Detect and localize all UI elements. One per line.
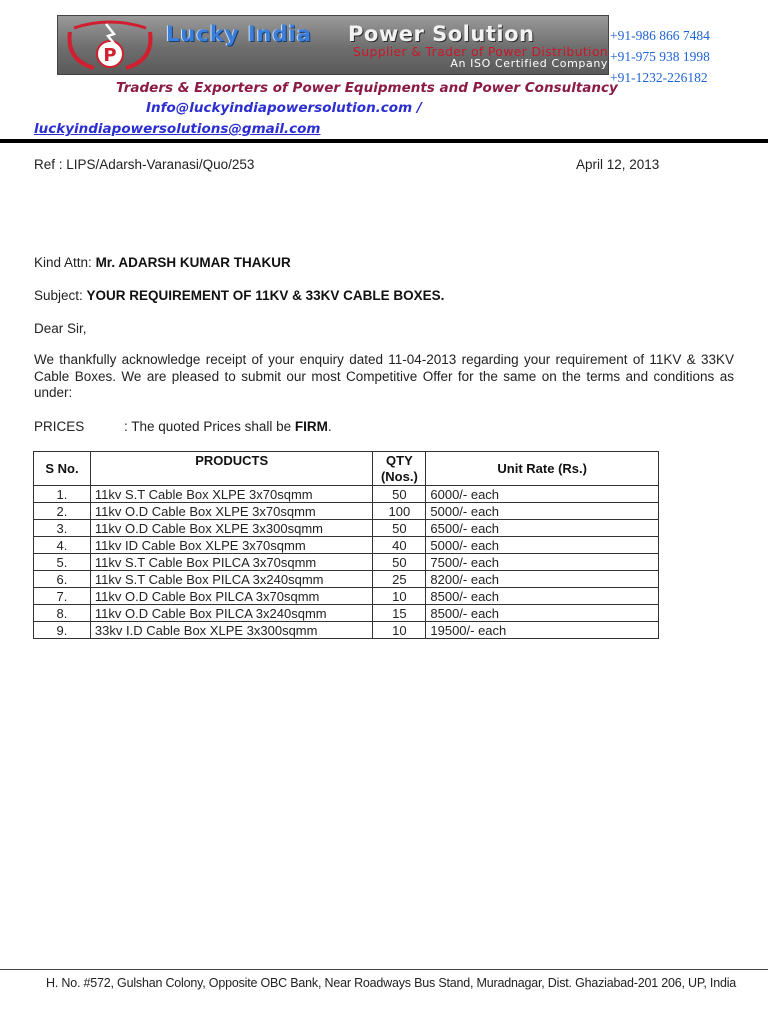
cell-sno: 3. [34, 520, 91, 537]
cell-sno: 8. [34, 605, 91, 622]
cell-sno: 7. [34, 588, 91, 605]
cell-sno: 6. [34, 571, 91, 588]
cell-sno: 4. [34, 537, 91, 554]
cell-qty: 50 [373, 486, 426, 503]
phone-number[interactable]: +91-975 938 1998 [610, 49, 710, 64]
header-qty-line2: (Nos.) [380, 468, 418, 484]
subject-line [34, 288, 444, 303]
cell-rate: 7500/- each [426, 554, 659, 571]
prices-statement [124, 419, 332, 434]
cell-sno: 5. [34, 554, 91, 571]
attn-name: Mr. ADARSH KUMAR THAKUR [95, 255, 291, 270]
table-row [34, 554, 659, 571]
attn-label: Kind Attn: [34, 255, 92, 270]
quotation-table [33, 451, 659, 639]
subject-text: YOUR REQUIREMENT OF 11KV & 33KV CABLE BOXES. [86, 288, 445, 303]
cell-product: 11kv ID Cable Box XLPE 3x70sqmm [90, 537, 373, 554]
cell-sno: 9. [34, 622, 91, 639]
header-products: PRODUCTS [90, 452, 373, 486]
phone-numbers [610, 25, 710, 88]
table-row [34, 622, 659, 639]
table-row [34, 503, 659, 520]
body-paragraph: We thankfully acknowledge receipt of your enquiry dated 11-04-2013 regarding your requirement of 11KV & 33KV Cable Boxes. We are pleased to submit our most Competitive Offer for the same on the terms and conditions as under: [34, 352, 734, 400]
cell-product: 11kv O.D Cable Box PILCA 3x240sqmm [90, 605, 373, 622]
phone-number[interactable]: +91-1232-226182 [610, 70, 708, 85]
table-row [34, 571, 659, 588]
table-row [34, 588, 659, 605]
header-qty-line1: QTY [386, 452, 413, 468]
header-sno: S No. [34, 452, 91, 486]
prices-firm: FIRM [294, 419, 328, 434]
cell-qty: 50 [373, 554, 426, 571]
cell-qty: 40 [373, 537, 426, 554]
company-tagline: Supplier & Trader of Power Distribution [353, 44, 608, 59]
letterhead-banner [57, 15, 609, 75]
phone-number[interactable]: +91-986 866 7484 [610, 28, 710, 43]
table-row [34, 486, 659, 503]
cell-qty: 15 [373, 605, 426, 622]
table-row [34, 537, 659, 554]
company-logo-icon [64, 20, 156, 72]
cell-rate: 6000/- each [426, 486, 659, 503]
table-header-row [34, 452, 659, 486]
prices-text: : The quoted Prices shall be [124, 419, 295, 434]
cell-qty: 100 [373, 503, 426, 520]
prices-label: PRICES [34, 419, 85, 434]
svg-text:P: P [103, 45, 117, 66]
salutation: Dear Sir, [34, 321, 87, 336]
reference-number: Ref : LIPS/Adarsh-Varanasi/Quo/253 [34, 157, 255, 172]
cell-sno: 2. [34, 503, 91, 520]
cell-rate: 8200/- each [426, 571, 659, 588]
cell-product: 11kv O.D Cable Box XLPE 3x70sqmm [90, 503, 373, 520]
cell-qty: 10 [373, 588, 426, 605]
cell-qty: 50 [373, 520, 426, 537]
cell-rate: 19500/- each [426, 622, 659, 639]
cell-product: 11kv O.D Cable Box PILCA 3x70sqmm [90, 588, 373, 605]
traders-line: Traders & Exporters of Power Equipments and Power Consultancy [116, 80, 618, 96]
header-qty [373, 452, 426, 486]
email-link-gmail[interactable]: luckyindiapowersolutions@gmail.com [34, 121, 321, 137]
cell-rate: 6500/- each [426, 520, 659, 537]
footer-divider [0, 969, 768, 970]
cell-qty: 10 [373, 622, 426, 639]
cell-product: 11kv O.D Cable Box XLPE 3x300sqmm [90, 520, 373, 537]
cell-product: 33kv I.D Cable Box XLPE 3x300sqmm [90, 622, 373, 639]
cell-product: 11kv S.T Cable Box PILCA 3x240sqmm [90, 571, 373, 588]
cell-sno: 1. [34, 486, 91, 503]
cell-rate: 8500/- each [426, 588, 659, 605]
header-unit-rate: Unit Rate (Rs.) [426, 452, 659, 486]
table-row [34, 605, 659, 622]
cell-product: 11kv S.T Cable Box XLPE 3x70sqmm [90, 486, 373, 503]
footer-address: H. No. #572, Gulshan Colony, Opposite OBC Bank, Near Roadways Bus Stand, Muradnagar, Dist. Ghaziabad-201 206, UP, India [46, 976, 737, 990]
letter-date: April 12, 2013 [576, 157, 660, 172]
email-link-info[interactable]: Info@luckyindiapowersolution.com / [146, 100, 422, 116]
brand-name-lucky-india: Lucky India [166, 22, 312, 46]
kind-attention [34, 255, 291, 270]
cell-rate: 8500/- each [426, 605, 659, 622]
cell-product: 11kv S.T Cable Box PILCA 3x70sqmm [90, 554, 373, 571]
table-row [34, 520, 659, 537]
cell-rate: 5000/- each [426, 537, 659, 554]
cell-rate: 5000/- each [426, 503, 659, 520]
cell-qty: 25 [373, 571, 426, 588]
subject-label: Subject: [34, 288, 83, 303]
brand-name-power-solution: Power Solution [348, 22, 535, 46]
iso-certification: An ISO Certified Company [450, 57, 608, 70]
header-divider [0, 139, 768, 143]
prices-end: . [327, 419, 332, 434]
